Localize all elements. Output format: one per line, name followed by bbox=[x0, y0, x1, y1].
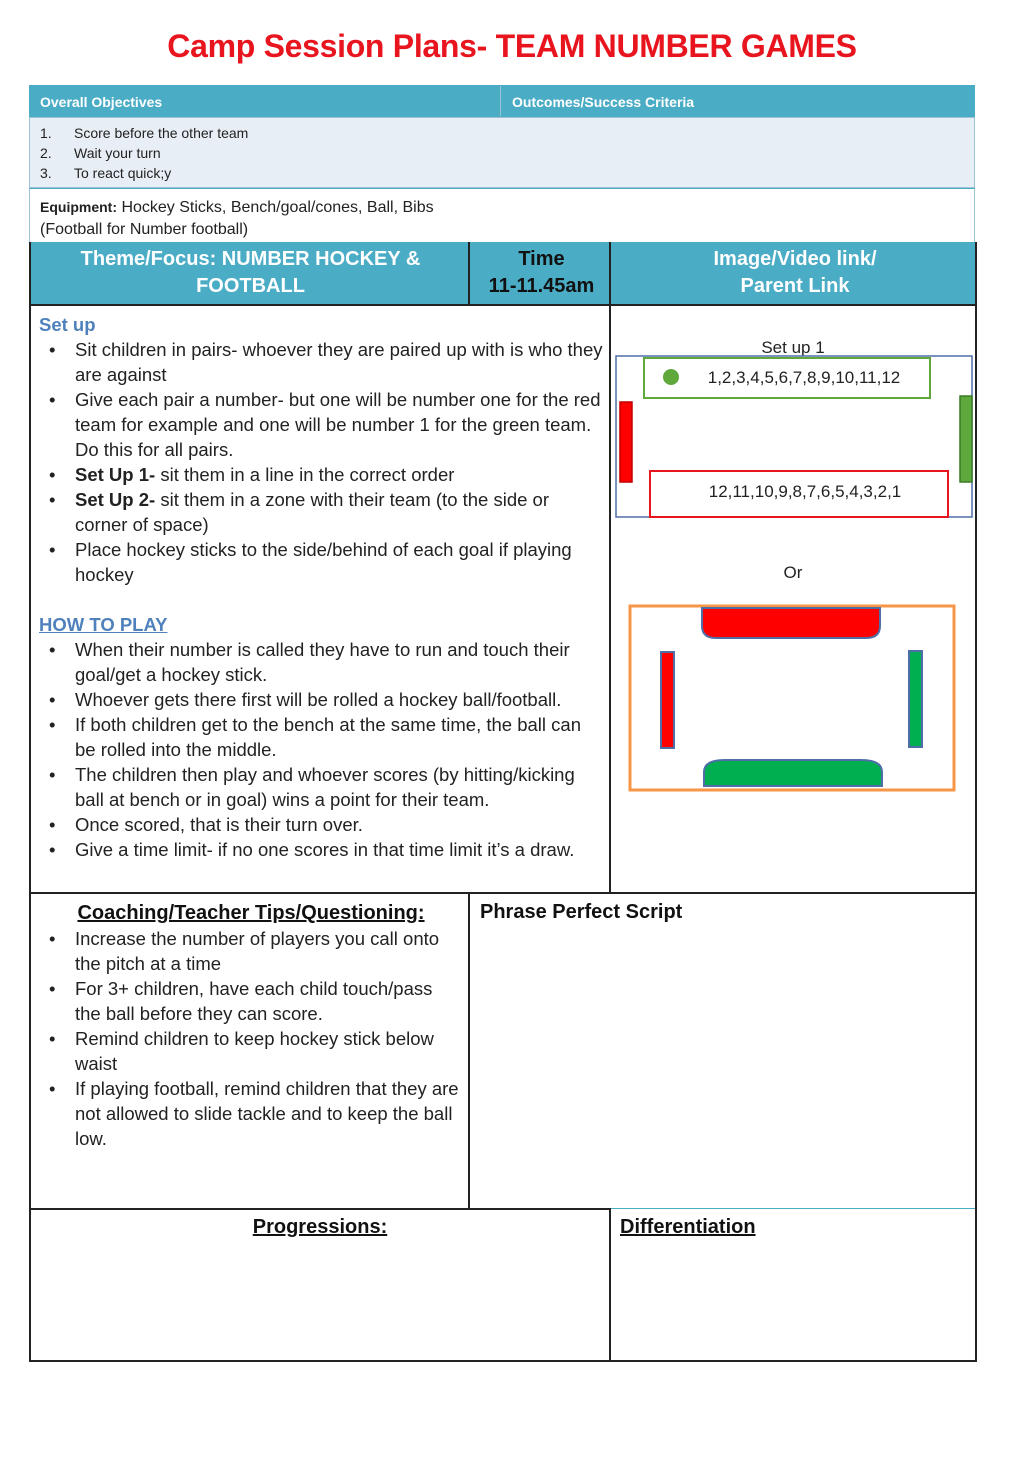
ball-icon bbox=[663, 369, 679, 385]
progressions-heading: Progressions: bbox=[252, 1216, 388, 1238]
bottom-numbers: 12,11,10,9,8,7,6,5,4,3,2,1 bbox=[708, 482, 902, 501]
image-link-header: Image/Video link/ Parent Link bbox=[713, 248, 877, 297]
how-to-play-item: • The children then play and whoever scores (by hitting/kicking ball at bench or in goal) wins a point for their team. bbox=[39, 762, 604, 812]
theme-header: Theme/Focus: NUMBER HOCKEY & FOOTBALL bbox=[80, 248, 421, 297]
top-numbers: 1,2,3,4,5,6,7,8,9,10,11,12 bbox=[707, 368, 901, 387]
how-to-play-item: • When their number is called they have to run and touch their goal/get a hockey stick. bbox=[39, 637, 604, 687]
setup-item: • Give each pair a number- but one will be number one for the red team for example and one will be number 1 for the green team. Do this for all pairs. bbox=[39, 387, 604, 462]
objective-item: 1. Score before the other team bbox=[40, 125, 249, 141]
outcomes-heading: Outcomes/Success Criteria bbox=[512, 94, 695, 110]
objectives-list bbox=[29, 117, 975, 188]
grid-divider bbox=[29, 1208, 611, 1210]
coaching-item: • If playing football, remind children that they are not allowed to slide tackle and to keep the ball low. bbox=[39, 1076, 463, 1151]
how-to-play-item: • If both children get to the bench at the same time, the ball can be rolled into the middle. bbox=[39, 712, 604, 762]
how-to-play-heading: HOW TO PLAY bbox=[39, 614, 168, 635]
objectives-heading: Overall Objectives bbox=[40, 94, 163, 110]
setup1-label: Set up 1 bbox=[761, 338, 825, 357]
setup-heading: Set up bbox=[39, 314, 96, 335]
table-border-right bbox=[975, 304, 977, 1362]
grid-divider bbox=[29, 892, 977, 894]
time-header: Time 11-11.45am bbox=[488, 248, 595, 297]
grid-divider bbox=[611, 1208, 975, 1209]
setup-item: • Place hockey sticks to the side/behind of each goal if playing hockey bbox=[39, 537, 604, 587]
table-border-bottom bbox=[29, 1360, 977, 1362]
differentiation-heading: Differentiation bbox=[620, 1216, 756, 1238]
plan-header-band bbox=[29, 242, 977, 306]
how-to-play-item: • Once scored, that is their turn over. bbox=[39, 812, 604, 837]
how-to-play-item: • Whoever gets there first will be rolled a hockey ball/football. bbox=[39, 687, 604, 712]
table-border-left bbox=[29, 304, 31, 1362]
coaching-item: • For 3+ children, have each child touch/pass the ball before they can score. bbox=[39, 976, 463, 1026]
table-border-top bbox=[29, 304, 977, 306]
green-goal-bench bbox=[704, 760, 882, 786]
or-label: Or bbox=[783, 563, 803, 582]
setup-item: • Sit children in pairs- whoever they are paired up with is who they are against bbox=[39, 337, 604, 387]
green-zone bbox=[909, 651, 922, 747]
equipment-label: Equipment: bbox=[40, 199, 117, 215]
objectives-divider bbox=[500, 86, 501, 116]
setup-section bbox=[39, 312, 604, 862]
objectives-header bbox=[29, 85, 975, 117]
header-divider bbox=[609, 242, 611, 306]
equipment-line2: (Football for Number football) bbox=[40, 221, 249, 238]
coaching-section bbox=[39, 901, 463, 1151]
objective-item: 2. Wait your turn bbox=[40, 145, 161, 161]
setup-item: • Set Up 1- sit them in a line in the correct order bbox=[39, 462, 604, 487]
phrase-script-heading: Phrase Perfect Script bbox=[480, 901, 683, 923]
coaching-item: • Remind children to keep hockey stick below waist bbox=[39, 1026, 463, 1076]
setup-item: • Set Up 2- sit them in a zone with their team (to the side or corner of space) bbox=[39, 487, 604, 537]
grid-divider bbox=[609, 1208, 611, 1362]
how-to-play-item: • Give a time limit- if no one scores in that time limit it’s a draw. bbox=[39, 837, 604, 862]
grid-divider bbox=[468, 892, 470, 1210]
green-goal-bench bbox=[960, 396, 972, 482]
setup2-diagram bbox=[611, 596, 975, 796]
equipment-section bbox=[29, 188, 975, 243]
header-divider bbox=[468, 242, 470, 306]
red-goal-bench bbox=[620, 402, 632, 482]
red-goal-bench bbox=[702, 608, 880, 638]
equipment-line1: Hockey Sticks, Bench/goal/cones, Ball, Bibs bbox=[121, 199, 434, 216]
coaching-item: • Increase the number of players you call onto the pitch at a time bbox=[39, 926, 463, 976]
page-title: Camp Session Plans- TEAM NUMBER GAMES bbox=[167, 28, 857, 64]
objective-item: 3. To react quick;y bbox=[40, 165, 172, 181]
coaching-heading: Coaching/Teacher Tips/Questioning: bbox=[77, 902, 425, 924]
red-zone bbox=[661, 652, 674, 748]
